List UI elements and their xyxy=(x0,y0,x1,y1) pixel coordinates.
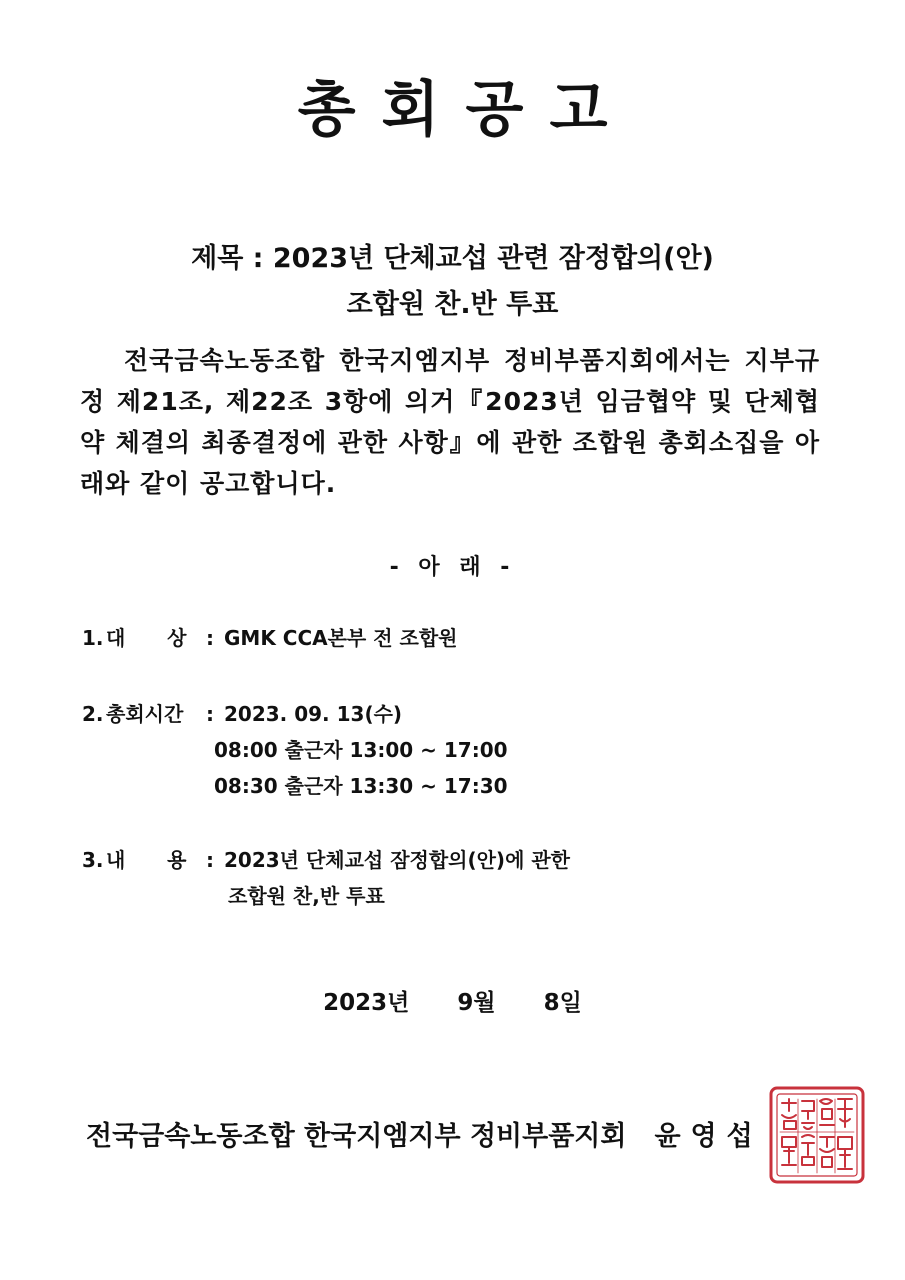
signature-line xyxy=(86,1114,763,1153)
item-colon: : xyxy=(206,848,214,872)
item-value: 2023년 단체교섭 잠정합의(안)에 관한 xyxy=(224,848,570,872)
item-colon: : xyxy=(206,626,214,650)
notice-date: 2023년 9월 8일 xyxy=(323,990,582,1016)
item-value: GMK CCA본부 전 조합원 xyxy=(224,626,458,650)
document-title: 총회공고 xyxy=(297,75,634,145)
subject-block xyxy=(0,236,905,328)
signature-organization: 전국금속노동조합 한국지엠지부 정비부품지회 xyxy=(86,1121,627,1152)
item-number: 1. xyxy=(82,626,104,650)
item-label: 대 상 xyxy=(106,626,187,650)
body-text: 전국금속노동조합 한국지엠지부 정비부품지회에서는 지부규정 제21조, 제22조 3항에 의거『2023년 임금협약 및 단체협약 체결의 최종결정에 관한 사항』에 관한 조합원 총회소집을 아래와 같이 공고합니다. xyxy=(80,346,820,498)
item-3 xyxy=(82,844,570,873)
item-colon: : xyxy=(206,702,214,726)
item-value: 2023. 09. 13(수) xyxy=(224,702,403,726)
item-3-continuation: 조합원 찬,반 투표 xyxy=(228,884,385,908)
item-2-time-1: 08:00 출근자 13:00 ~ 17:00 xyxy=(214,738,508,762)
section-heading: - 아 래 - xyxy=(389,555,516,580)
item-label: 총회시간 xyxy=(106,702,184,726)
item-2-time-2: 08:30 출근자 13:30 ~ 17:30 xyxy=(214,774,508,798)
item-number: 2. xyxy=(82,702,104,726)
body-paragraph xyxy=(80,340,820,504)
item-2 xyxy=(82,698,402,727)
subject-line-2: 조합원 찬.반 투표 xyxy=(346,289,559,320)
item-1 xyxy=(82,622,457,651)
official-seal-stamp xyxy=(768,1085,866,1185)
signature-name: 윤영섭 xyxy=(654,1121,763,1152)
item-number: 3. xyxy=(82,848,104,872)
item-label: 내 용 xyxy=(106,848,187,872)
subject-line-1: 제목 : 2023년 단체교섭 관련 잠정합의(안) xyxy=(191,243,714,274)
